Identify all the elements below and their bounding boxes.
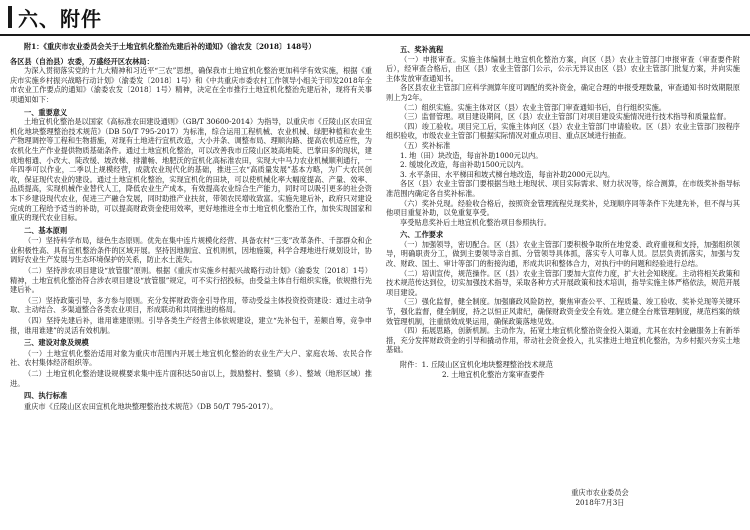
principle-2: （二）坚持涉农项目建设“放管服”原则。根据《重庆市实施乡村振兴战略行动计划》（渝委发〔2018〕1号）精神，土地宜机化整治符合涉农项目建设“放管服”规定，可不实行招投标，由受益主体自行组织实施，依规推行先建后补。: [10, 266, 372, 295]
requirement-3: （三）强化监督，健全制度。加强廉政风险防控，聚焦审查公平、工程质量、竣工验收、奖补兑现等关键环节，强化监督，健全制度，持之以恒正风肃纪，确保财政资金安全有效。建立健全台账管理制度，规范档案的绩效管理机制，注重绩效成果运用，确保政策落地见效。: [386, 297, 740, 326]
attachment-item-2: 2. 土地宜机化整治方案审查要件: [442, 369, 545, 379]
section-5-heading: 五、奖补流程: [400, 45, 444, 54]
section-1-heading: 一、重要意义: [24, 107, 68, 117]
section-2-heading: 二、基本原则: [24, 225, 68, 235]
requirement-4: （四）拓展思路，创新机制。主动作为，拓宽土地宜机化整治资金投入渠道，尤其在农村金融服务上有新举措，充分发挥财政资金的引导和撬动作用，带动社会资金投入，扎实推进土地宜机化整治，为乡村振兴夯实土地基础。: [386, 326, 740, 355]
section-1-text: 土地宜机化整治是以国家《高标准农田建设通则》（GB/T 30600-2014）为指导，以重庆市《丘陵山区农田宜机化地块整理整治技术规范》（DB 50/T 795-2017）为标准，综合运用工程机械、农业机械、绿肥种植和农业生产物理调控等工程和生物措施，对现有土地进行宜机改造，大小并条、调整布局、理顺沟路、提高农机适应性，为农机化生产作业提供物质基础条件。通过土地宜机化整治，可以改善我市丘陵山区坡高地陡、巴掌田多的现状，建成地相通、小改大、陡改缓、坡改梯、排灌畅、地肥沃的宜机化高标准农田，实现大中马力农业机械顺利通行，一年四季可以作业，二季以上规模经营，成就农业现代化的基础，推进三农“高质量发展”基本方略，为广大农民创收，保证现代农业的建设。通过土地宜机化整治，实现宜机化的田块，可以使机械化率大幅度提高、产量、效率、品质提高，实现机械作业替代人工，降低农业生产成本，有效提高农业综合生产能力，同时可以吸引更多的社会资本下乡建设现代农业，促进三产融合发展，同时助推产业扶贫，带领农民增收致富。实施先建后补，政府只对建设完成的工程给予适当的补助，可以提高财政资金使用效率，更好地推进全市土地宜机化整治工作，加快实现国家和重庆的现代农业目标。: [10, 117, 373, 223]
intro-paragraph: 为深入贯彻落实党的十九大精神和习近平“三农”思想，确保我市土地宜机化整治更加科学有效实施，根据《重庆市实施乡村振兴战略行动计划》（渝委发〔2018〕1号）和《中共重庆市委农村工作领导小组关于印发2018年全市农业工作要点的通知》（渝委农发〔2018〕1号）精神，决定在全市推行土地宜机化整治先建后补，现将有关事项通知如下：: [10, 66, 372, 104]
right-column: [386, 42, 740, 379]
process-implement: （二）组织实施。实施主体对区（县）农业主管部门审查通知书后，自行组织实施。: [400, 102, 666, 112]
signature-block: [520, 488, 680, 508]
issuing-organization: 重庆市农业委员会: [571, 488, 629, 497]
scope-2: （二）土地宜机化整治建设规模要求集中连片面积达50亩以上，鼓励整村、整镇（乡）、整域（地形区域）推进。: [10, 369, 372, 388]
subsidy-item-1: 1. 地（田）块改造，每亩补助1000元以内。: [400, 150, 543, 160]
notice-title: 附1：《重庆市农业委员会关于土地宜机化整治先建后补的通知》（渝农发〔2018〕148号）: [24, 42, 316, 51]
issue-date: 2018年7月3日: [575, 498, 625, 507]
subsidy-item-2: 2. 缓坡化改造，每亩补助1500元以内。: [400, 160, 529, 170]
salutation: 各区县（自治县）农委，万盛经开区农林局：: [10, 56, 154, 66]
standard-text: 重庆市《丘陵山区农田宜机化地块整理整治技术规范》（DB 50/T 795-2017）。: [24, 401, 278, 411]
section-title: 六、附件: [18, 7, 102, 31]
principle-3: （三）坚持政策引导，多方参与原则。充分发挥财政资金引导作用，带动受益主体投资投资建设：通过主动争取、主动结合、多渠道整合各类农业项目，形成联动和共同推进的格局。: [10, 295, 372, 315]
attachment-item-1: 附件：1. 丘陵山区宜机化地块整理整治技术规范: [400, 360, 553, 369]
subsidy-item-3: 3. 水平条田、水平梯田和坡式梯台地改造，每亩补助2000元以内。: [400, 169, 615, 179]
subsidy-payout: （六）奖补兑现。经验收合格后，按照资金管理流程兑现奖补，兑现顺序同等条件下先建先补，但不得与其他项目重复补助，以免重复享受。: [386, 198, 740, 218]
header-accent-bar: [8, 6, 12, 28]
principle-1: （一）坚持科学布局，绿色生态原则。优先在集中连片规模化经营、具备农村“三变”改革条件、千部群众和企业积极性高、具有宜机整治条件的区域开展。坚持因地制宜、宜机则机，因地施策，科学合理地进行规划设计，协调好农业生产发展与生态环境保护的关系，防止水土流失。: [10, 236, 372, 265]
section-4-heading: 四、执行标准: [24, 391, 68, 401]
requirement-1: （一）加强领导，密切配合。区（县）农业主管部门要积极争取所在地党委、政府重视和支持，加强组织领导，明确职责分工，做到主要领导亲自抓、分管领导具体抓，落实专人可靠人员。层层负责抓落实，加强与发改、财政、国土、审计等部门的衔接沟通，形成共识和整体合力，对执行中的问题和经验进行总结。: [386, 239, 740, 269]
subsidy-note: 享受贴息奖补后土地宜机化整治项目参照执行。: [400, 217, 551, 227]
scope-1: （一）土地宜机化整治适用对象为重庆市范围内开展土地宜机化整治的农业生产大户、家庭农场、农民合作社、农村集体经济组织等。: [10, 348, 372, 368]
process-budget: 各区县农业主管部门应科学测算年度可调配的奖补资金，确定合理的申报受理数量，审查通知书时效期限原则上为2年。: [386, 83, 740, 102]
process-review: （一）申报审查。实施主体编制土地宜机化整治方案，向区（县）农业主管部门申报审查（审查要件附后），经审查合格后，由区（县）农业主管部门公示，公示无异议由区（县）农业主管部门批复方案，并向实施主体发放审查通知书。: [386, 54, 740, 83]
process-acceptance: （四）竣工验收。项目完工后，实施主体向区（县）农业主管部门申请验收。区（县）农业主管部门按程序组织验收，市级农业主管部门根据实际情况对重点项目、重点区域进行抽查。: [386, 121, 740, 141]
principle-4: （四）坚持先建后补，谁用谁建原则。引导各类生产经营主体依规建设，建立“先补包干，差额自筹，竞争申报，谁用谁建”的灵活有效机制。: [10, 316, 372, 335]
section-header: [0, 0, 750, 36]
process-supervise: （三）监督管理。项目建设期间，区（县）农业主管部门对项目建设实施情况进行技术指导和质量监督。: [400, 112, 731, 122]
left-column: [10, 42, 372, 411]
subsidy-standard-heading: （五）奖补标准: [400, 140, 451, 150]
section-6-heading: 六、工作要求: [400, 230, 444, 240]
requirement-2: （二）培训宣传，规范操作。区（县）农业主管部门要加大宣传力度，扩大社会知晓度。主动将相关政策和技术规范传达到位，切实加强技术指导，采取各种方式开展政策和技术培训，指导实施主体严格依法，规范开展项目建设。: [386, 268, 740, 297]
subsidy-county-note: 各区（县）农业主管部门要根据当地土地现状、项目实际需求、财力状况等，综合测算，在市级奖补指导标准范围内确定各自奖补标准。: [386, 179, 740, 198]
section-3-heading: 三、建设对象及规模: [24, 338, 89, 348]
